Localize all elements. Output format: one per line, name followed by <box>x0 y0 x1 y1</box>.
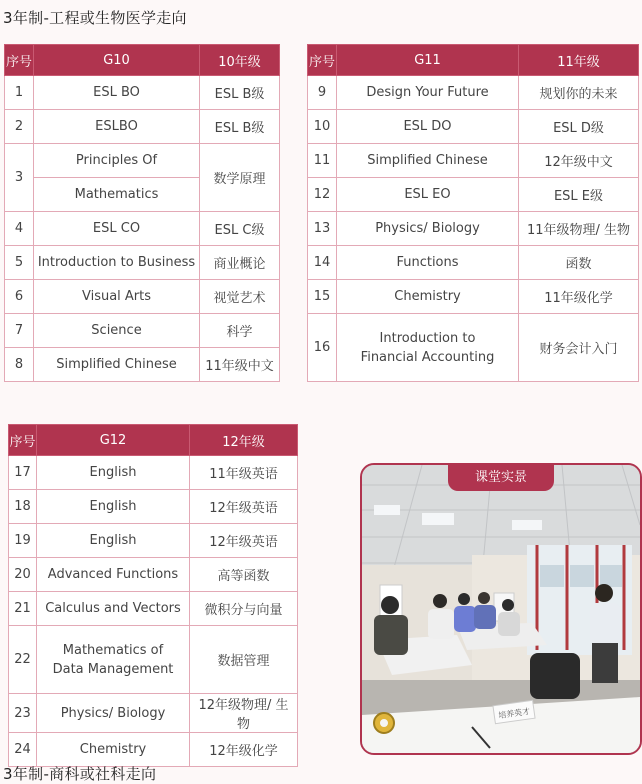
header-grade: G10 <box>34 45 200 76</box>
header-grade-cn: 10年级 <box>200 45 280 76</box>
row-number: 15 <box>308 280 337 314</box>
course-name: Chemistry <box>37 733 190 767</box>
course-name-cn: ESL B级 <box>200 76 280 110</box>
table-row <box>9 694 298 733</box>
table-row <box>308 110 639 144</box>
classroom-photo-card <box>360 463 642 755</box>
course-name-cn: ESL B级 <box>200 110 280 144</box>
course-name-cn: 规划你的未来 <box>519 76 639 110</box>
header-grade: G12 <box>37 425 190 456</box>
table-header-row <box>5 45 280 76</box>
section-heading-engineering: 3年制-工程或生物医学走向 <box>3 9 187 27</box>
table-row <box>5 246 280 280</box>
course-name-cn: 12年级化学 <box>190 733 298 767</box>
table-row <box>9 456 298 490</box>
header-number: 序号 <box>308 45 337 76</box>
course-name <box>337 314 519 382</box>
row-number: 5 <box>5 246 34 280</box>
course-name-cn: 科学 <box>200 314 280 348</box>
course-name-cn: 函数 <box>519 246 639 280</box>
table-row <box>308 144 639 178</box>
g11-course-table <box>307 44 639 382</box>
row-number: 9 <box>308 76 337 110</box>
row-number: 3 <box>5 144 34 212</box>
course-name-cn: ESL D级 <box>519 110 639 144</box>
table-row <box>9 524 298 558</box>
table-header-row <box>308 45 639 76</box>
course-name-cn: 12年级中文 <box>519 144 639 178</box>
row-number: 16 <box>308 314 337 382</box>
row-number: 23 <box>9 694 37 733</box>
row-number: 6 <box>5 280 34 314</box>
course-name: Advanced Functions <box>37 558 190 592</box>
course-name-line2: Data Management <box>52 661 174 677</box>
row-number: 14 <box>308 246 337 280</box>
header-grade-cn: 12年级 <box>190 425 298 456</box>
course-name-cn: 11年级中文 <box>200 348 280 382</box>
table-header-row <box>9 425 298 456</box>
row-number: 2 <box>5 110 34 144</box>
course-name: Chemistry <box>337 280 519 314</box>
table-row <box>308 280 639 314</box>
g12-course-table <box>8 424 298 767</box>
course-name: ESL DO <box>337 110 519 144</box>
course-name-cn: 12年级英语 <box>190 524 298 558</box>
course-name-cn: 数据管理 <box>190 626 298 694</box>
course-name-cn: 财务会计入门 <box>519 314 639 382</box>
table-row <box>9 558 298 592</box>
row-number: 13 <box>308 212 337 246</box>
course-name-cn: 11年级英语 <box>190 456 298 490</box>
course-name-cn: ESL E级 <box>519 178 639 212</box>
table-row <box>5 76 280 110</box>
table-row <box>9 733 298 767</box>
course-name-cn: 12年级物理/ 生物 <box>190 694 298 733</box>
section-heading-business: 3年制-商科或社科走向 <box>3 765 157 783</box>
row-number: 19 <box>9 524 37 558</box>
table-row <box>9 592 298 626</box>
course-name: ESL EO <box>337 178 519 212</box>
course-name: Visual Arts <box>34 280 200 314</box>
course-name: Introduction to Business <box>34 246 200 280</box>
table-row <box>5 314 280 348</box>
course-name-line2: Financial Accounting <box>360 349 495 365</box>
course-name-cn: 11年级物理/ 生物 <box>519 212 639 246</box>
row-number: 18 <box>9 490 37 524</box>
course-name: Design Your Future <box>337 76 519 110</box>
course-name-line1: Mathematics of <box>62 642 164 658</box>
course-name-line2: Mathematics <box>34 178 200 212</box>
book-text: 培养英才 <box>497 706 531 721</box>
g10-course-table <box>4 44 280 382</box>
table-row <box>5 212 280 246</box>
header-grade-cn: 11年级 <box>519 45 639 76</box>
table-row <box>9 626 298 694</box>
course-name: Physics/ Biology <box>337 212 519 246</box>
course-name: ESL BO <box>34 76 200 110</box>
course-name-cn: 高等函数 <box>190 558 298 592</box>
course-name-cn: ESL C级 <box>200 212 280 246</box>
course-name: Science <box>34 314 200 348</box>
row-number: 22 <box>9 626 37 694</box>
row-number: 12 <box>308 178 337 212</box>
course-name-line1: Principles Of <box>34 144 200 178</box>
row-number: 11 <box>308 144 337 178</box>
row-number: 8 <box>5 348 34 382</box>
course-name: English <box>37 456 190 490</box>
course-name: English <box>37 524 190 558</box>
row-number: 24 <box>9 733 37 767</box>
row-number: 10 <box>308 110 337 144</box>
course-name-line1: Introduction to <box>379 330 476 346</box>
table-row <box>5 280 280 314</box>
course-name-cn: 数学原理 <box>200 144 280 212</box>
row-number: 4 <box>5 212 34 246</box>
table-row <box>5 110 280 144</box>
table-row <box>308 314 639 382</box>
course-name-cn: 11年级化学 <box>519 280 639 314</box>
course-name-cn: 微积分与向量 <box>190 592 298 626</box>
row-number: 17 <box>9 456 37 490</box>
header-number: 序号 <box>5 45 34 76</box>
row-number: 1 <box>5 76 34 110</box>
row-number: 20 <box>9 558 37 592</box>
table-row <box>308 76 639 110</box>
header-number: 序号 <box>9 425 37 456</box>
table-row <box>5 348 280 382</box>
row-number: 7 <box>5 314 34 348</box>
course-name: English <box>37 490 190 524</box>
table-row <box>308 246 639 280</box>
classroom-photo <box>362 465 640 753</box>
course-name: Simplified Chinese <box>34 348 200 382</box>
course-name: Calculus and Vectors <box>37 592 190 626</box>
course-name: Simplified Chinese <box>337 144 519 178</box>
table-row <box>5 144 280 178</box>
course-name: ESLBO <box>34 110 200 144</box>
row-number: 21 <box>9 592 37 626</box>
course-name: Functions <box>337 246 519 280</box>
course-name-cn: 商业概论 <box>200 246 280 280</box>
course-name: ESL CO <box>34 212 200 246</box>
course-name-cn: 视觉艺术 <box>200 280 280 314</box>
table-row <box>308 178 639 212</box>
header-grade: G11 <box>337 45 519 76</box>
table-row <box>308 212 639 246</box>
course-name-cn: 12年级英语 <box>190 490 298 524</box>
table-row <box>9 490 298 524</box>
course-name <box>37 626 190 694</box>
course-name: Physics/ Biology <box>37 694 190 733</box>
photo-label: 课堂实景 <box>448 465 554 491</box>
